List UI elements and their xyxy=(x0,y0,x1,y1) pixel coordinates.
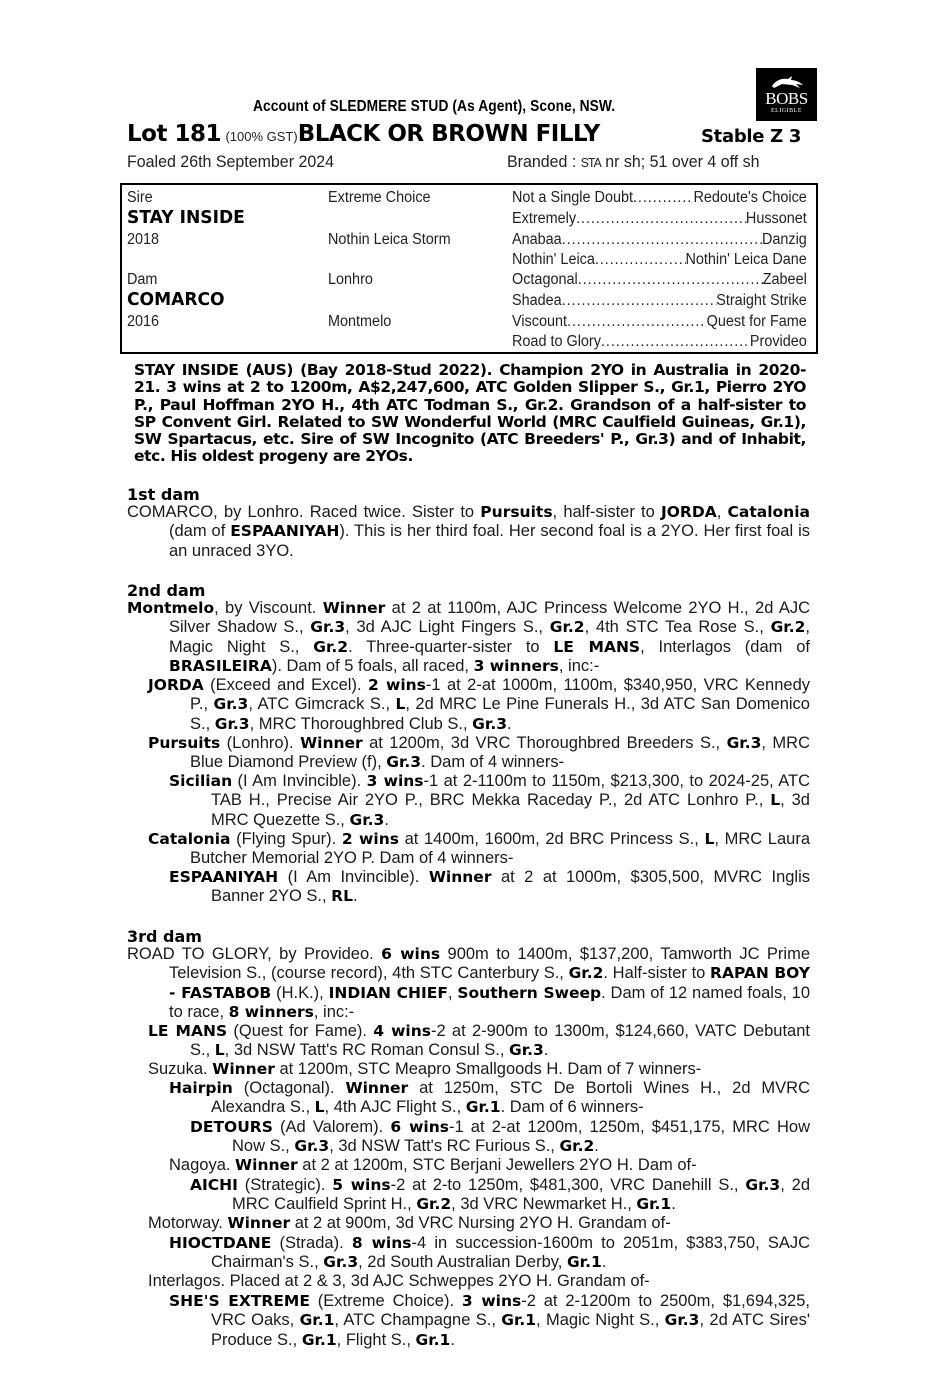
text: -2 at 2-1200m to 2500m, $1,694,325, VRC Oaks, xyxy=(211,1292,810,1330)
progeny-aichi xyxy=(190,1176,810,1215)
bold-text: Winner xyxy=(300,734,363,752)
progeny-nagoya xyxy=(169,1156,810,1175)
bold-text: RL xyxy=(331,887,353,906)
sires-sire: Extreme Choice xyxy=(328,189,431,206)
text: (Strategic). xyxy=(237,1176,333,1194)
lot-number: Lot 181 xyxy=(127,121,221,147)
bold-text: Gr.3 xyxy=(664,1311,700,1330)
text: at 1200m, 3d VRC Thoroughbred Breeders S., xyxy=(362,734,727,752)
bold-text: Gr.3 xyxy=(386,753,422,772)
bold-text: Winner xyxy=(227,1214,291,1232)
foaled-date: Foaled 26th September 2024 xyxy=(127,152,335,171)
text: , xyxy=(716,503,728,521)
text: . xyxy=(671,1195,676,1214)
bold-text: Gr.1 xyxy=(465,1098,501,1117)
text: , inc:- xyxy=(558,656,600,675)
gen3-sire: Straight Strike xyxy=(716,292,807,309)
text: , 4th AJC Flight S., xyxy=(324,1098,466,1117)
bold-text: SHE'S EXTREME xyxy=(169,1292,310,1310)
text: Interlagos. Placed at 2 & 3, 3d AJC Schweppes 2YO H. Grandam of- xyxy=(148,1272,650,1290)
text: at 2 at 1000m, $305,500, MVRC Inglis Banner 2YO S., xyxy=(211,868,811,906)
bold-text: RAPAN BOY - FASTABOB xyxy=(169,964,810,1002)
text: , Magic Night S., xyxy=(169,618,810,656)
text: , MRC Blue Diamond Preview (f), xyxy=(190,734,810,772)
text: . xyxy=(594,1137,599,1156)
gen3-horse: Road to Glory xyxy=(512,333,601,350)
pedigree-gen3-row xyxy=(512,270,807,290)
text: , inc:- xyxy=(313,1002,355,1021)
bold-text: 3 wins xyxy=(366,772,424,790)
text: at 2 at 1100m, AJC Princess Welcome 2YO H., 2d AJC Silver Shadow S., xyxy=(169,599,810,637)
text: ). This is her third foal. Her second foal is a 2YO. Her first foal is an unraced 3YO. xyxy=(169,522,810,560)
progeny-catalonia xyxy=(148,830,810,869)
bold-text: Gr.1 xyxy=(636,1195,672,1214)
bold-text: DETOURS xyxy=(190,1118,273,1136)
sire-summary: STAY INSIDE (AUS) (Bay 2018-Stud 2022). Champion 2YO in Australia in 2020-21. 3 wins at 2 to 1200m, A$2,247,600, ATC Golden Slipper S., Gr.1, Pierro 2YO P., Paul Hoffman 2YO H., 4th ATC Todman S., Gr.2. Grandson of a half-sister to SP Convent Girl. Related to SW Wonderful World (MRC Caulfield Guineas, Gr.1), SW Spartacus, etc. Sire of SW Incognito (ATC Breeders' P., Gr.3) and of Inhabit, etc. His oldest progeny are 2YOs. xyxy=(134,361,806,466)
text: (I Am Invincible). xyxy=(278,868,429,886)
gen3-sire: Danzig xyxy=(761,231,807,248)
text: , xyxy=(447,983,458,1002)
bold-text: 3 wins xyxy=(461,1292,522,1310)
text: Motorway. xyxy=(148,1214,228,1232)
bold-text: L xyxy=(214,1041,225,1060)
bold-text: Gr.2 xyxy=(549,618,585,637)
text: at 2 at 900m, 3d VRC Nursing 2YO H. Grandam of- xyxy=(290,1214,671,1232)
text: -4 in succession-1600m to 2051m, $383,750, SAJC Chairman's S., xyxy=(211,1234,811,1272)
text: , MRC Laura Butcher Memorial 2YO P. Dam of 4 winners- xyxy=(190,830,811,868)
bold-text: Gr.1 xyxy=(566,1253,602,1272)
bold-text: Gr.3 xyxy=(214,714,250,733)
pedigree-gen3-row xyxy=(512,312,807,332)
text: , 3d NSW Tatt's RC Furious S., xyxy=(329,1137,560,1156)
bold-text: Gr.1 xyxy=(501,1311,537,1330)
bold-text: Gr.3 xyxy=(213,695,249,714)
lot-title xyxy=(127,121,600,150)
leader-dots xyxy=(576,209,746,229)
text: -2 at 2-900m to 1300m, $124,660, VATC Debutant S., xyxy=(190,1022,810,1060)
text: Suzuka. xyxy=(148,1060,213,1078)
text: (Ad Valorem). xyxy=(272,1118,391,1136)
dam-name: COMARCO xyxy=(127,289,225,310)
dam-year: 2016 xyxy=(127,313,160,330)
leader-dots xyxy=(578,270,763,290)
gen3-horse: Not a Single Doubt xyxy=(512,189,634,206)
progeny-detours xyxy=(190,1118,810,1157)
bobs-eligible-logo xyxy=(756,68,817,121)
text: -2 at 2-to 1250m, $481,300, VRC Danehill S., xyxy=(390,1176,746,1194)
bold-text: 8 wins xyxy=(351,1234,412,1252)
bold-text: 6 wins xyxy=(390,1118,449,1136)
bold-text: Gr.3 xyxy=(323,1253,359,1272)
pedigree-gen3-row xyxy=(512,291,807,311)
bold-text: Gr.3 xyxy=(294,1137,330,1156)
text: at 2 at 1200m, STC Berjani Jewellers 2YO H. Dam of- xyxy=(297,1156,697,1174)
branded-label: Branded : xyxy=(507,152,577,171)
gen3-sire: Hussonet xyxy=(745,210,807,227)
bold-text: JORDA xyxy=(148,676,204,694)
bold-text: Sicilian xyxy=(169,772,233,790)
text: (Octagonal). xyxy=(232,1079,346,1097)
bold-text: Winner xyxy=(345,1079,409,1097)
gen3-horse: Shadea xyxy=(512,292,562,309)
text: (Flying Spur). xyxy=(230,830,342,848)
text: (Lonhro). xyxy=(220,734,301,752)
text: (Strada). xyxy=(271,1234,352,1252)
text: (Exceed and Excel). xyxy=(203,676,368,694)
text: , 3d VRC Newmarket H., xyxy=(451,1195,637,1214)
bold-text: Pursuits xyxy=(480,503,553,521)
bold-text: Pursuits xyxy=(148,734,221,752)
text: at 1250m, STC De Bortoli Wines H., 2d MVRC Alexandra S., xyxy=(211,1079,810,1117)
progeny-hairpin xyxy=(169,1079,810,1118)
bold-text: BRASILEIRA xyxy=(169,656,272,675)
progeny-le-mans xyxy=(148,1022,810,1061)
logo-text: BOBS xyxy=(765,89,808,108)
gen3-sire: Provideo xyxy=(749,333,807,350)
bold-text: Gr.2 xyxy=(568,964,604,983)
bold-text: Gr.3 xyxy=(726,734,762,752)
text: . Three-quarter-sister to xyxy=(348,637,554,656)
leader-dots xyxy=(567,312,707,332)
text: . Half-sister to xyxy=(603,964,711,983)
text: at 1200m, STC Meapro Smallgoods H. Dam of 7 winners- xyxy=(274,1060,702,1078)
bold-text: 2 wins xyxy=(367,676,426,694)
gen3-horse: Extremely xyxy=(512,210,577,227)
pedigree-gen3-row xyxy=(512,209,807,229)
text: . Dam of 6 winners- xyxy=(500,1098,644,1117)
bold-text: Winner xyxy=(428,868,492,886)
progeny-interlagos xyxy=(148,1272,810,1291)
text: -1 at 2-at 1200m, 1250m, $451,175, MRC How Now S., xyxy=(232,1118,810,1156)
text: -1 at 2-1100m to 1150m, $213,300, to 2024-25, ATC TAB H., Precise Air 2YO P., BRC Mekka Raceday P., 2d ATC Lonhro P., xyxy=(211,772,811,810)
bold-text: 2 wins xyxy=(341,830,399,848)
bold-text: 4 wins xyxy=(373,1022,431,1040)
brand-mark-icon: STA xyxy=(580,155,601,170)
gen3-sire: Redoute's Choice xyxy=(693,189,807,206)
progeny-espaaniyah xyxy=(169,868,810,907)
vendor-account: Account of SLEDMERE STUD (As Agent), Scone, NSW. xyxy=(253,98,616,115)
second-dam-paragraph xyxy=(127,599,810,676)
bold-text: LE MANS xyxy=(553,637,641,656)
logo-subtext: ELIGIBLE xyxy=(771,108,802,114)
bold-text: ESPAANIYAH xyxy=(230,522,340,541)
branded-detail: nr sh; 51 over 4 off sh xyxy=(605,152,760,171)
bold-text: INDIAN CHIEF xyxy=(328,983,448,1002)
progeny-jorda xyxy=(148,676,810,734)
text: , Flight S., xyxy=(336,1330,416,1349)
progeny-pursuits xyxy=(148,734,810,773)
text: Nagoya. xyxy=(169,1156,236,1174)
bold-text: Hairpin xyxy=(169,1079,233,1097)
progeny-shes-extreme xyxy=(169,1292,810,1350)
bold-text: AICHI xyxy=(190,1176,238,1194)
text: . xyxy=(507,714,512,733)
text: , by Viscount. xyxy=(214,599,323,617)
bold-text: Gr.3 xyxy=(310,618,346,637)
pedigree-gen3-row xyxy=(512,230,807,250)
text: . xyxy=(450,1330,455,1349)
bold-text: Winner xyxy=(235,1156,298,1174)
gen3-sire: Zabeel xyxy=(762,271,807,288)
text: (dam of xyxy=(169,522,231,541)
text: . xyxy=(601,1253,607,1272)
bold-text: 8 winners xyxy=(228,1002,314,1021)
text: , ATC Champagne S., xyxy=(334,1311,502,1330)
bold-text: L xyxy=(395,695,406,714)
gen3-horse: Octagonal xyxy=(512,271,578,288)
pedigree-gen3-row xyxy=(512,188,807,208)
text: , Magic Night S., xyxy=(536,1311,665,1330)
dam-label: Dam xyxy=(127,271,158,288)
bold-text: Gr.1 xyxy=(299,1311,335,1330)
section-heading-3rd-dam: 3rd dam xyxy=(127,927,202,946)
section-heading-2nd-dam: 2nd dam xyxy=(127,581,206,600)
bold-text: L xyxy=(314,1098,325,1117)
progeny-motorway xyxy=(148,1214,810,1233)
text: , 4th STC Tea Rose S., xyxy=(584,618,771,637)
text: at 1400m, 1600m, 2d BRC Princess S., xyxy=(398,830,705,848)
text: , 2d South Australian Derby, xyxy=(358,1253,567,1272)
bold-text: Gr.3 xyxy=(745,1176,781,1194)
bold-text: Gr.2 xyxy=(559,1137,595,1156)
sire-label: Sire xyxy=(127,189,153,206)
leader-dots xyxy=(562,291,717,311)
bold-text: ESPAANIYAH xyxy=(169,868,279,886)
dams-dam: Montmelo xyxy=(328,313,392,330)
bold-text: Gr.2 xyxy=(770,618,806,637)
text: (H.K.), xyxy=(271,983,329,1002)
bold-text: 5 wins xyxy=(332,1176,391,1194)
bold-text: Winner xyxy=(212,1060,275,1078)
bold-text: JORDA xyxy=(660,503,717,521)
sires-dam: Nothin Leica Storm xyxy=(328,231,451,248)
text: . xyxy=(543,1041,549,1060)
leader-dots xyxy=(562,230,762,250)
bold-text: Montmelo xyxy=(127,599,215,617)
text: , 2d ATC Sires' Produce S., xyxy=(211,1311,810,1349)
bold-text: Winner xyxy=(322,599,386,617)
horse-description: BLACK OR BROWN FILLY xyxy=(297,121,600,147)
section-heading-1st-dam: 1st dam xyxy=(127,485,200,504)
gst-note: (100% GST) xyxy=(225,129,298,144)
first-dam-paragraph xyxy=(127,503,810,561)
text: (Extreme Choice). xyxy=(309,1292,462,1310)
bold-text: 6 wins xyxy=(381,945,441,963)
bold-text: Gr.1 xyxy=(301,1330,337,1349)
bold-text: Gr.3 xyxy=(472,714,508,733)
text: 900m to 1400m, $137,200, Tamworth JC Prime Television S., (course record), 4th STC Canterbury S., xyxy=(169,945,811,983)
pedigree-gen3-row xyxy=(512,250,807,270)
bold-text: Gr.1 xyxy=(415,1330,451,1349)
stable-location: Stable Z 3 xyxy=(701,126,802,147)
third-dam-paragraph xyxy=(127,945,810,1022)
bold-text: Gr.2 xyxy=(313,637,349,656)
progeny-suzuka xyxy=(148,1060,810,1079)
text: . Dam of 12 named foals, 10 to race, xyxy=(169,983,811,1021)
bold-text: HIOCTDANE xyxy=(169,1234,272,1252)
gen3-sire: Quest for Fame xyxy=(706,313,807,330)
pedigree-gen3-row xyxy=(512,332,807,352)
text: -1 at 2-at 1000m, 1100m, $340,950, VRC Kennedy P., xyxy=(190,676,810,714)
text: (Quest for Fame). xyxy=(227,1022,374,1040)
text: . xyxy=(384,810,389,829)
brand-info xyxy=(507,152,760,172)
bold-text: Gr.3 xyxy=(349,810,385,829)
leader-dots xyxy=(595,250,686,270)
gen3-horse: Anabaa xyxy=(512,231,562,248)
progeny-hioctdane xyxy=(169,1234,810,1273)
dams-sire: Lonhro xyxy=(328,271,373,288)
bold-text: Southern Sweep xyxy=(457,983,602,1002)
text: , Interlagos (dam of xyxy=(640,637,810,656)
horse-head-icon xyxy=(770,74,804,90)
text: ROAD TO GLORY, by Provideo. xyxy=(127,945,382,963)
bold-text: L xyxy=(704,830,715,848)
bold-text: 3 winners xyxy=(473,656,559,675)
leader-dots xyxy=(633,188,693,208)
sire-name: STAY INSIDE xyxy=(127,207,245,228)
text: , 3d MRC Quezette S., xyxy=(211,791,810,829)
gen3-horse: Nothin' Leica xyxy=(512,251,595,268)
text: ). Dam of 5 foals, all raced, xyxy=(271,656,474,675)
progeny-sicilian xyxy=(169,772,810,830)
bold-text: Gr.2 xyxy=(416,1195,452,1214)
leader-dots xyxy=(601,332,750,352)
sire-year: 2018 xyxy=(127,231,160,248)
bold-text: Catalonia xyxy=(727,503,810,521)
text: , MRC Thoroughbred Club S., xyxy=(249,714,473,733)
text: , 2d MRC Caulfield Sprint H., xyxy=(232,1176,810,1214)
text: , ATC Gimcrack S., xyxy=(248,695,396,714)
bold-text: Gr.3 xyxy=(509,1041,544,1060)
bold-text: L xyxy=(770,791,781,810)
text: , 3d AJC Light Fingers S., xyxy=(345,618,550,637)
text: , 2d MRC Le Pine Funerals H., 3d ATC San Domenico S., xyxy=(190,695,810,733)
gen3-horse: Viscount xyxy=(512,313,568,330)
text: COMARCO, by Lonhro. Raced twice. Sister to xyxy=(127,503,481,521)
text: , half-sister to xyxy=(552,503,661,521)
bold-text: Catalonia xyxy=(148,830,231,848)
text: . xyxy=(352,887,358,906)
gen3-sire: Nothin' Leica Dane xyxy=(685,251,807,268)
text: (I Am Invincible). xyxy=(232,772,367,790)
text: . Dam of 4 winners- xyxy=(421,753,565,772)
bold-text: LE MANS xyxy=(148,1022,228,1040)
text: , 3d NSW Tatt's RC Roman Consul S., xyxy=(224,1041,510,1060)
